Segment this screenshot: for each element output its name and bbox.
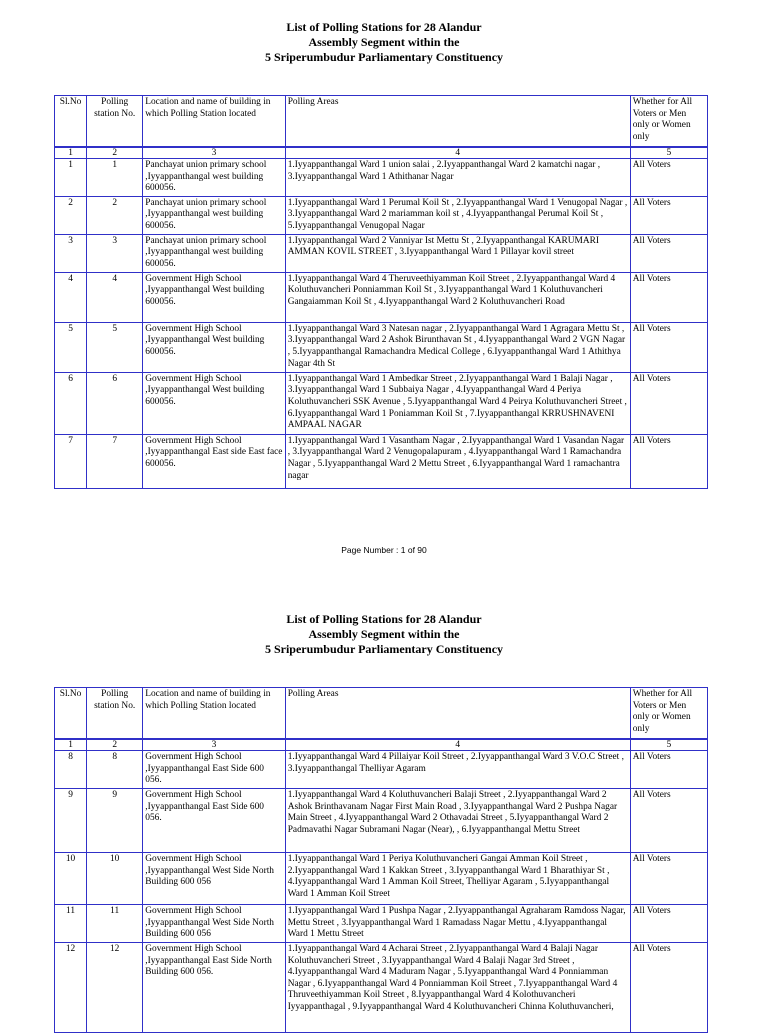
- column-number: 5: [630, 147, 707, 159]
- table-row: [55, 196, 708, 234]
- voters-cell: All Voters: [630, 853, 707, 905]
- table-row: [55, 372, 708, 434]
- table-row: [55, 853, 708, 905]
- table-row: [55, 272, 708, 322]
- sl-no-cell: 10: [55, 853, 87, 905]
- sl-no-cell: 1: [55, 159, 87, 197]
- voters-cell: All Voters: [630, 234, 707, 272]
- title-line: Assembly Segment within the: [308, 35, 460, 49]
- sl-no-cell: 2: [55, 196, 87, 234]
- header-cell: Polling Areas: [285, 96, 630, 148]
- location-cell: Government High School ,Iyyappanthangal East side East face 600056.: [143, 434, 285, 488]
- table-row: [55, 159, 708, 197]
- polling-areas-cell: 1.Iyyappanthangal Ward 1 Pushpa Nagar , 2.Iyyappanthangal Agraharam Ramdoss Nagar, Mettu Street , 3.Iyyappanthangal Ward 1 Ramadass Nagar Mettu , 4.Iyyappanthangal Ward 1 Mettu Street: [285, 905, 630, 943]
- column-number: 1: [55, 147, 87, 159]
- location-cell: Government High School ,Iyyappanthangal East Side 600 056.: [143, 751, 285, 789]
- header-cell: Polling station No.: [87, 96, 143, 148]
- voters-cell: All Voters: [630, 905, 707, 943]
- voters-cell: All Voters: [630, 943, 707, 1033]
- sl-no-cell: 4: [55, 272, 87, 322]
- polling-areas-cell: 1.Iyyappanthangal Ward 1 Periya Koluthuvancheri Gangai Amman Koil Street , 2.Iyyappanthangal Ward 1 Kakkan Street , 3.Iyyappanthangal Ward 1 Bharathiyar St , 4.Iyyappanthangal Ward 1 Amman Koil Street, Thelliyar Agaram , 5.Iyyappanthangal Ward 1 Amman Koil Street: [285, 853, 630, 905]
- voters-cell: All Voters: [630, 434, 707, 488]
- station-no-cell: 2: [87, 196, 143, 234]
- header-cell: Whether for All Voters or Men only or Women only: [630, 96, 707, 148]
- header-cell: Location and name of building in which Polling Station located: [143, 688, 285, 740]
- voters-cell: All Voters: [630, 372, 707, 434]
- station-no-cell: 1: [87, 159, 143, 197]
- title-line: 5 Sriperumbudur Parliamentary Constituency: [264, 50, 504, 64]
- station-no-cell: 6: [87, 372, 143, 434]
- station-no-cell: 8: [87, 751, 143, 789]
- station-no-cell: 10: [87, 853, 143, 905]
- station-no-cell: 11: [87, 905, 143, 943]
- voters-cell: All Voters: [630, 196, 707, 234]
- sl-no-cell: 11: [55, 905, 87, 943]
- column-number-row: [55, 147, 708, 159]
- polling-stations-table: [54, 95, 708, 489]
- page-number: Page Number : 1 of 90: [341, 545, 427, 555]
- table-row: [55, 943, 708, 1033]
- polling-areas-cell: 1.Iyyappanthangal Ward 2 Vanniyar Ist Mettu St , 2.Iyyappanthangal KARUMARI AMMAN KOVIL STREET , 3.Iyyappanthangal Ward 1 Pillayar kovil street: [285, 234, 630, 272]
- header-cell: Sl.No: [55, 688, 87, 740]
- column-number: 1: [55, 739, 87, 751]
- column-number: 4: [285, 739, 630, 751]
- sl-no-cell: 9: [55, 789, 87, 853]
- table-row: [55, 789, 708, 853]
- title-line: List of Polling Stations for 28 Alandur: [286, 612, 482, 626]
- voters-cell: All Voters: [630, 159, 707, 197]
- sl-no-cell: 3: [55, 234, 87, 272]
- polling-areas-cell: 1.Iyyappanthangal Ward 4 Pillaiyar Koil Street , 2.Iyyappanthangal Ward 3 V.O.C Street , 3.Iyyappanthangal Thelliyar Agaram: [285, 751, 630, 789]
- sl-no-cell: 5: [55, 322, 87, 372]
- sl-no-cell: 12: [55, 943, 87, 1033]
- table-row: [55, 751, 708, 789]
- sl-no-cell: 7: [55, 434, 87, 488]
- polling-stations-table: [54, 687, 708, 1033]
- page-title: [0, 20, 768, 65]
- sl-no-cell: 6: [55, 372, 87, 434]
- column-number: 2: [87, 147, 143, 159]
- table-header-row: [55, 688, 708, 740]
- station-no-cell: 7: [87, 434, 143, 488]
- polling-areas-cell: 1.Iyyappanthangal Ward 4 Koluthuvancheri Balaji Street , 2.Iyyappanthangal Ward 2 Ashok Brinthavanam Nagar First Main Road , 3.Iyyappanthangal Ward 2 Pushpa Nagar Main Street , 4.Iyyappanthangal Ward 2 Othavadai Street , 5.Iyyappanthangal Ward 2 Padmavathi Nagar Subramani Nagar (Near), , 6.Iyyappanthangal Mettu Street: [285, 789, 630, 853]
- table-row: [55, 434, 708, 488]
- polling-areas-cell: 1.Iyyappanthangal Ward 1 Perumal Koil St , 2.Iyyappanthangal Ward 1 Venugopal Nagar , 3.Iyyappanthangal Ward 2 mariamman koil st , 4.Iyyappanthangal Perumal Koil St , 5.Iyyappanthangal Venugopal Nagar: [285, 196, 630, 234]
- location-cell: Panchayat union primary school ,Iyyappanthangal west building 600056.: [143, 196, 285, 234]
- location-cell: Government High School ,Iyyappanthangal West Side North Building 600 056: [143, 905, 285, 943]
- station-no-cell: 9: [87, 789, 143, 853]
- location-cell: Government High School ,Iyyappanthangal West building 600056.: [143, 322, 285, 372]
- polling-areas-cell: 1.Iyyappanthangal Ward 1 Vasantham Nagar , 2.Iyyappanthangal Ward 1 Vasandan Nagar , 3.Iyyappanthangal Ward 2 Venugopalapuram , 4.Iyyappanthangal Ward 1 Ramachandra Nagar , 5.Iyyappanthangal Ward 2 Mettu Street , 6.Iyyappanthangal Ward 1 ramachantra nagar: [285, 434, 630, 488]
- polling-areas-cell: 1.Iyyappanthangal Ward 4 Acharai Street , 2.Iyyappanthangal Ward 4 Balaji Nagar Koluthuvancheri Street , 3.Iyyappanthangal Ward 4 Balaji Nagar 3rd Street , 4.Iyyappanthangal Ward 4 Maduram Nagar , 5.Iyyappanthangal Ward 4 Ponniamman Nagar , 6.Iyyappanthangal Ward 4 Ponniamman Koil Street , 7.Iyyappanthangal Ward 4 Thruveethiyamman Koil Street , 8.Iyyappanthangal Ward 4 Kolothuvancheri Iyyappanthagal , 9.Iyyappanthangal Ward 4 Koluthuvancheri Chinna Koluthuvancheri,: [285, 943, 630, 1033]
- location-cell: Government High School ,Iyyappanthangal West building 600056.: [143, 372, 285, 434]
- station-no-cell: 5: [87, 322, 143, 372]
- location-cell: Government High School ,Iyyappanthangal West building 600056.: [143, 272, 285, 322]
- header-cell: Sl.No: [55, 96, 87, 148]
- table-header-row: [55, 96, 708, 148]
- location-cell: Panchayat union primary school ,Iyyappanthangal west building 600056.: [143, 234, 285, 272]
- title-line: List of Polling Stations for 28 Alandur: [286, 20, 482, 34]
- station-no-cell: 3: [87, 234, 143, 272]
- sl-no-cell: 8: [55, 751, 87, 789]
- station-no-cell: 4: [87, 272, 143, 322]
- voters-cell: All Voters: [630, 272, 707, 322]
- location-cell: Government High School ,Iyyappanthangal East Side 600 056.: [143, 789, 285, 853]
- table-row: [55, 905, 708, 943]
- column-number: 5: [630, 739, 707, 751]
- location-cell: Government High School ,Iyyappanthangal West Side North Building 600 056: [143, 853, 285, 905]
- column-number: 3: [143, 739, 285, 751]
- header-cell: Whether for All Voters or Men only or Women only: [630, 688, 707, 740]
- header-cell: Location and name of building in which Polling Station located: [143, 96, 285, 148]
- voters-cell: All Voters: [630, 789, 707, 853]
- table-row: [55, 322, 708, 372]
- polling-areas-cell: 1.Iyyappanthangal Ward 1 Ambedkar Street , 2.Iyyappanthangal Ward 1 Balaji Nagar , 3.Iyyappanthangal Ward 1 Subbaiya Nagar , 4.Iyyappanthangal Ward 4 Periya Koluthuvancheri SSK Avenue , 5.Iyyappanthangal Ward 4 Peirya Koluthuvancheri Street , 6.Iyyappanthangal Ward 1 Poniamman Koil St , 7.Iyyappanthangal KRRUSHNAVENI AMPAAL NAGAR: [285, 372, 630, 434]
- header-cell: Polling station No.: [87, 688, 143, 740]
- title-line: Assembly Segment within the: [308, 627, 460, 641]
- voters-cell: All Voters: [630, 322, 707, 372]
- column-number: 3: [143, 147, 285, 159]
- page-title: [0, 612, 768, 657]
- column-number-row: [55, 739, 708, 751]
- column-number: 2: [87, 739, 143, 751]
- location-cell: Government High School ,Iyyappanthangal East Side North Building 600 056.: [143, 943, 285, 1033]
- polling-areas-cell: 1.Iyyappanthangal Ward 3 Natesan nagar , 2.Iyyappanthangal Ward 1 Agragara Mettu St , 3.Iyyappanthangal Ward 2 Ashok Birunthavan St , 4.Iyyappanthangal Ward 2 VGN Nagar , 5.Iyyappanthangal Ramachandra Medical College , 6.Iyyappanthangal Ward 1 Athithya Nagar 4th St: [285, 322, 630, 372]
- polling-areas-cell: 1.Iyyappanthangal Ward 4 Theruveethiyamman Koil Street , 2.Iyyappanthangal Ward 4 Koluthuvancheri Ponniamman Koil St , 3.Iyyappanthangal Ward 1 Koluthuvancheri Gangaiamman Koil St , 4.Iyyappanthangal Ward 2 Koluthuvancheri Road: [285, 272, 630, 322]
- table-row: [55, 234, 708, 272]
- polling-areas-cell: 1.Iyyappanthangal Ward 1 union salai , 2.Iyyappanthangal Ward 2 kamatchi nagar , 3.Iyyappanthangal Ward 1 Athithanar Nagar: [285, 159, 630, 197]
- voters-cell: All Voters: [630, 751, 707, 789]
- station-no-cell: 12: [87, 943, 143, 1033]
- title-line: 5 Sriperumbudur Parliamentary Constituency: [264, 642, 504, 656]
- header-cell: Polling Areas: [285, 688, 630, 740]
- column-number: 4: [285, 147, 630, 159]
- location-cell: Panchayat union primary school ,Iyyappanthangal west building 600056.: [143, 159, 285, 197]
